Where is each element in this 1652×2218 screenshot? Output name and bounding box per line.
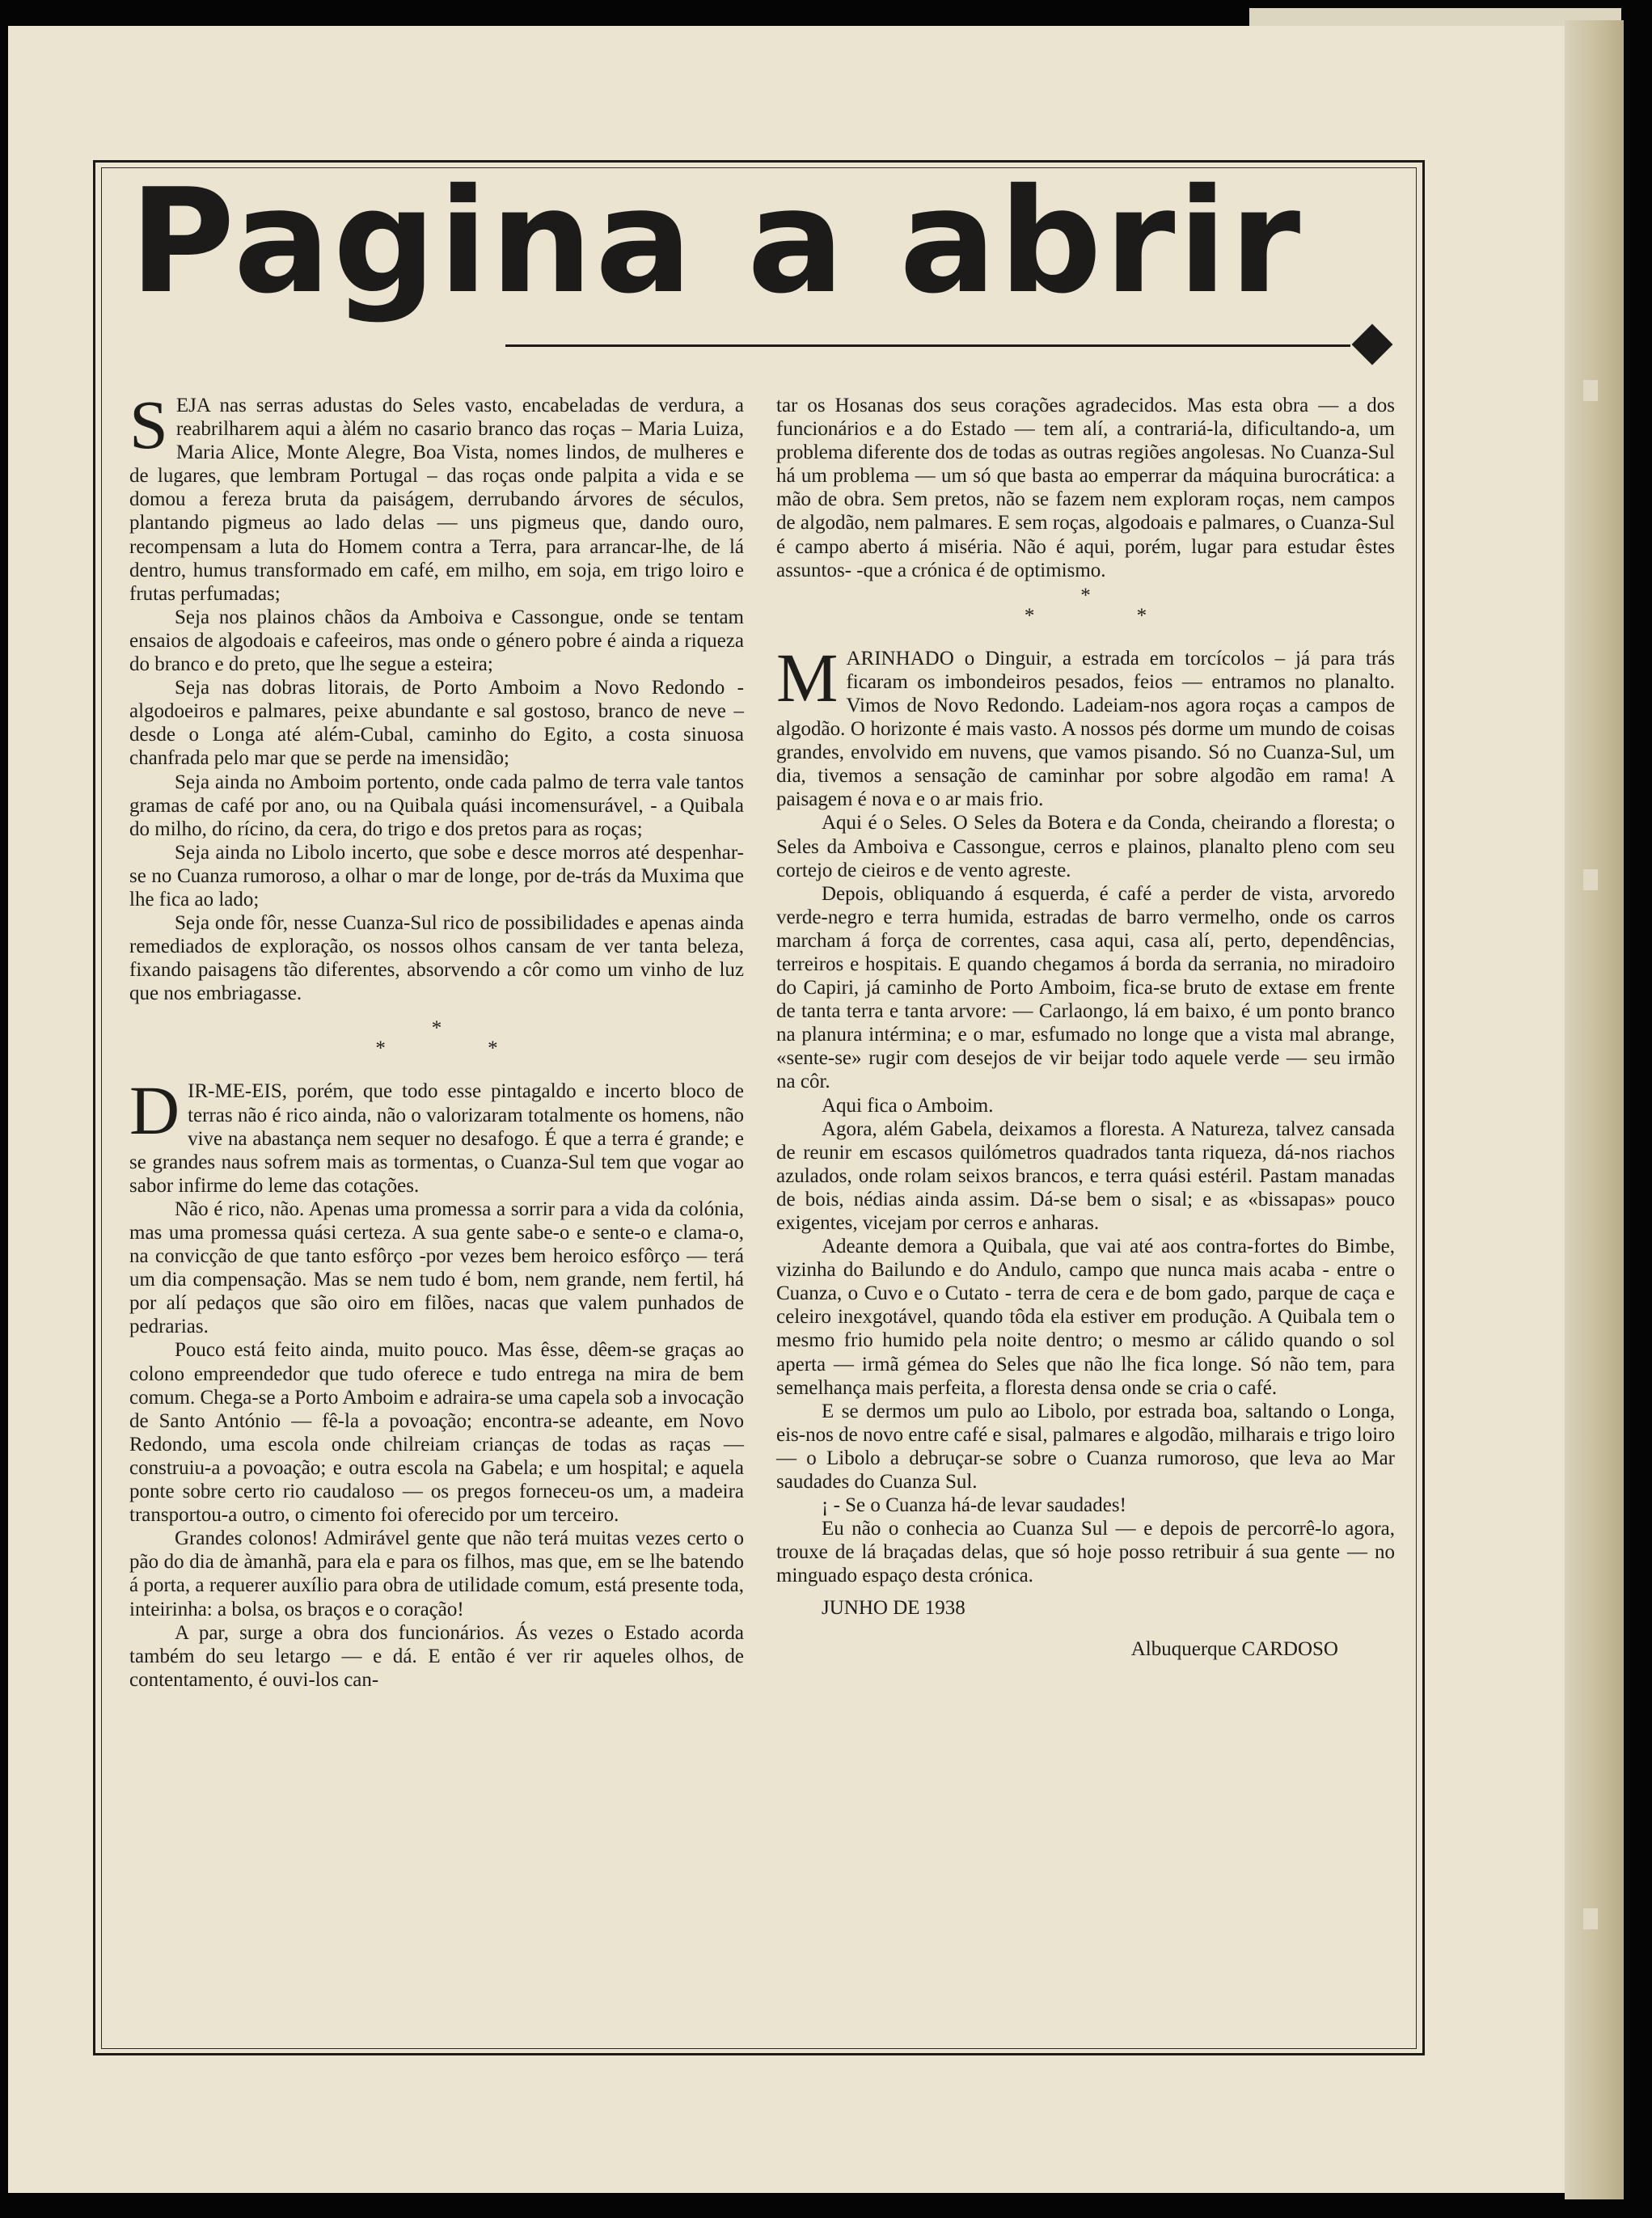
paragraph: Não é rico, não. Apenas uma promessa a sorrir para a vida da colónia, mas uma promessa quási certeza. A sua gente sabe-o e sente-o e clama-o, na convicção de que tanto esfôrço -por vezes bem heroico esfôrço — terá um dia compensação. Mas se nem tudo é bom, nem grande, nem fertil, há por alí pedaços que são oiro em filões, nacas que valem punhados de pedrarias. (129, 1198, 744, 1338)
separator-star: * (1080, 584, 1091, 606)
section-separator (129, 1018, 744, 1058)
paragraph: Seja ainda no Amboim portento, onde cada palmo de terra vale tantos gramas de café por ano, ou na Quibala quási incomensurável, - a Quibala do milho, do rícino, da cera, do trigo e dos pretos para as roças; (129, 771, 744, 840)
paragraph: SEJA nas serras adustas do Seles vasto, encabeladas de verdura, a reabrilharem aqui a àlém no casario branco das roças – Maria Luiza, Maria Alice, Monte Alegre, Boa Vista, nomes lindos, de mulheres e de lugares, que lembram Portugal – das roças onde palpita a vida e se domou a fereza bruta da paiságem, derrubando árvores de séculos, plantando pigmeus ao lado delas — uns pigmeus que, dando ouro, recompensam a luta do Homem contra a Terra, para arrancar-lhe, de lá dentro, humus transformado em café, em milho, em soja, em trigo loiro e frutas perfumadas; (129, 386, 744, 605)
page-title: Pagina a abrir (129, 158, 1303, 325)
adjacent-page-edge (1565, 20, 1624, 2199)
paragraph: Agora, além Gabela, deixamos a floresta. A Natureza, talvez cansada de reunir em escasos quilómetros quadrados tanta riqueza, dá-nos riachos azulados, onde rolam seixos brancos, e terra quási estéril. Pastam manadas de bois, nédias ainda assim. Dá-se bem o sisal; e as «bissapas» pouco exigentes, vicejam por cerros e anharas. (776, 1117, 1395, 1234)
paragraph: Adeante demora a Quibala, que vai até aos contra-fortes do Bimbe, vizinha do Bailundo e do Andulo, campo que nunca mais acaba - entre o Cuanza, o Cuvo e o Cutato - terra de cera e de bom gado, parque de caça e celeiro inexgotável, quando tôda ela estiver em produção. A Quibala tem o mesmo frio humido pela noite dentro; o mesmo ar cálido quando o sol aperta — irmã gémea do Seles que não lhe fica longe. Só não tem, para semelhança mais perfeita, a floresta densa onde se cria o café. (776, 1236, 1395, 1399)
paragraph: Seja ainda no Libolo incerto, que sobe e desce morros até despenhar-se no Cuanza rumoroso, a olhar o mar de longe, por de-trás da Muxima que lhe fica ao lado; (129, 841, 744, 910)
paragraph: Seja nos plainos chãos da Amboiva e Cassongue, onde se tentam ensaios de algodoais e cafeeiros, mas onde o género pobre é ainda a riqueza do branco e do preto, que lhe segue a esteira; (129, 606, 744, 676)
paragraph: tar os Hosanas dos seus corações agradecidos. Mas esta obra — a dos funcionários e a do Estado — tem alí, a contrariá-la, dificultando-a, um problema diferente dos de todas as outras regiões angolesas. No Cuanza-Sul há um problema — um só que basta ao emperrar da máquina burocrática: a mão de obra. Sem pretos, não se fazem nem exploram roças, nem campos de algodão, nem palmares. E sem roças, algodoais e palmares, o Cuanza-Sul é campo aberto á miséria. Não é aqui, porém, lugar para estudar êstes assuntos- -que a crónica é de optimismo. (776, 395, 1395, 581)
paragraph: Seja onde fôr, nesse Cuanza-Sul rico de possibilidades e apenas ainda remediados de exploração, os nossos olhos cansam de ver tanta beleza, fixando paisagens tão diferentes, absorvendo a côr como um vinho de luz que nos embriagasse. (129, 912, 744, 1005)
drop-cap: D (129, 1071, 180, 1150)
paragraph: Seja nas dobras litorais, de Porto Amboim a Novo Redondo - algodoeiros e palmares, peixe abundante e sal gostoso, branco de neve – desde o Longa até além-Cubal, caminho do Egito, a costa sinuosa chanfrada pelo mar que se perde na imensidão; (129, 677, 744, 770)
left-column (129, 386, 744, 1692)
paragraph: A par, surge a obra dos funcionários. Ás vezes o Estado acorda também do seu letargo — e dá. E então é ver rir aqueles olhos, de contentamento, é ouvi-los can- (129, 1621, 744, 1691)
binding-tab (1583, 1908, 1598, 1929)
drop-cap: M (776, 638, 839, 716)
paragraph: Eu não o conhecia ao Cuanza Sul — e depois de percorrê-lo agora, trouxe de lá braçadas delas, que só hoje posso retribuir á sua gente — no minguado espaço desta crónica. (776, 1518, 1395, 1587)
separator-stars: * * (375, 1037, 547, 1060)
paragraph: MARINHADO o Dinguir, a estrada em torcícolos – já para trás ficaram os imbondeiros pesados, feios — entramos no planalto. Vimos de Novo Redondo. Ladeiam-nos agora roças a campos de algodão. O horizonte é mais vasto. A nossos pés dorme um mundo de coisas grandes, envolvido em nuvens, que vamos pisando. Só no Cuanza-Sul, um dia, tivemos a sensação de caminhar por sobre algodão em rama! A paisagem é nova e o ar mais frio. (776, 638, 1395, 811)
paragraph: E se dermos um pulo ao Libolo, por estrada boa, saltando o Longa, eis-nos de novo entre café e sisal, palmares e algodão, milharais e trigo loiro — o Libolo a debruçar-se sobre o Cuanza rumoroso, que leva ao Mar saudades do Cuanza Sul. (776, 1400, 1395, 1493)
separator-star: * (431, 1017, 442, 1040)
section-separator (776, 585, 1395, 626)
paragraph: Grandes colonos! Admirável gente que não terá muitas vezes certo o pão do dia de àmanhã, para ela e para os filhos, mas que, em se lhe batendo á porta, a requerer auxílio para obra de utilidade comum, está presente toda, inteirinha: a bolsa, os braços e o coração! (129, 1527, 744, 1620)
paragraph: DIR-ME-EIS, porém, que todo esse pintagaldo e incerto bloco de terras não é rico ainda, não o valorizaram totalmente os homens, não vive na abastança nem sequer no desafogo. É que a terra é grande; e se grandes naus sofrem mais as tormentas, o Cuanza-Sul tem que vogar ao sabor infirme do leme das cotações. (129, 1071, 744, 1197)
paragraph: Pouco está feito ainda, muito pouco. Mas êsse, dêem-se graças ao colono empreendedor que tudo oferece e tudo entrega na mira de bem comum. Chega-se a Porto Amboim e adraira-se uma capela sob a invocação de Santo António — fê-la a povoação; encontra-se adeante, em Novo Redondo, uma escola onde chilreiam crianças de todas as raças — construiu-a a povoação; e outra escola na Gabela; e um hospital; e aquela ponte sobre certo rio caudaloso — os pregos forneceu-os um, a madeira transportou-a outro, o cimento foi oferecido por um terceiro. (129, 1339, 744, 1527)
paragraph: ¡ - Se o Cuanza há-de levar saudades! (822, 1494, 1126, 1517)
paragraph: Depois, obliquando á esquerda, é café a perder de vista, arvoredo verde-negro e terra humida, estradas de barro vermelho, onde os carros marcham á força de correntes, casa aqui, casa alí, perto, dependências, terreiros e hospitais. E quando chegamos á borda da serrania, no miradoiro do Capiri, já caminho de Porto Amboim, fica-se bruto de extase em frente de tanta terra e tanta arvore: — Carlaongo, lá em baixo, é um ponto branco na planura intérmina; e o mar, esfumado no longe que a vista mal abrange, «sente-se» rugir com desejos de vir beijar todo aquele verde — seu irmão na côr. (776, 882, 1395, 1093)
separator-stars: * * (1024, 604, 1196, 627)
paragraph: Aqui é o Seles. O Seles da Botera e da Conda, cheirando a floresta; o Seles da Amboiva e Cassongue, cerros e plainos, planalto pleno com seu cortejo de cieiros e de vento agreste. (776, 812, 1395, 881)
binding-tab (1583, 380, 1598, 401)
drop-cap: S (129, 386, 168, 463)
article-date: JUNHO DE 1938 (822, 1596, 965, 1619)
right-column (776, 394, 1395, 1661)
title-rule (505, 344, 1350, 347)
paragraph: Aqui fica o Amboim. (822, 1094, 994, 1117)
binding-tab (1583, 869, 1598, 890)
article-author: Albuquerque CARDOSO (1130, 1637, 1338, 1660)
